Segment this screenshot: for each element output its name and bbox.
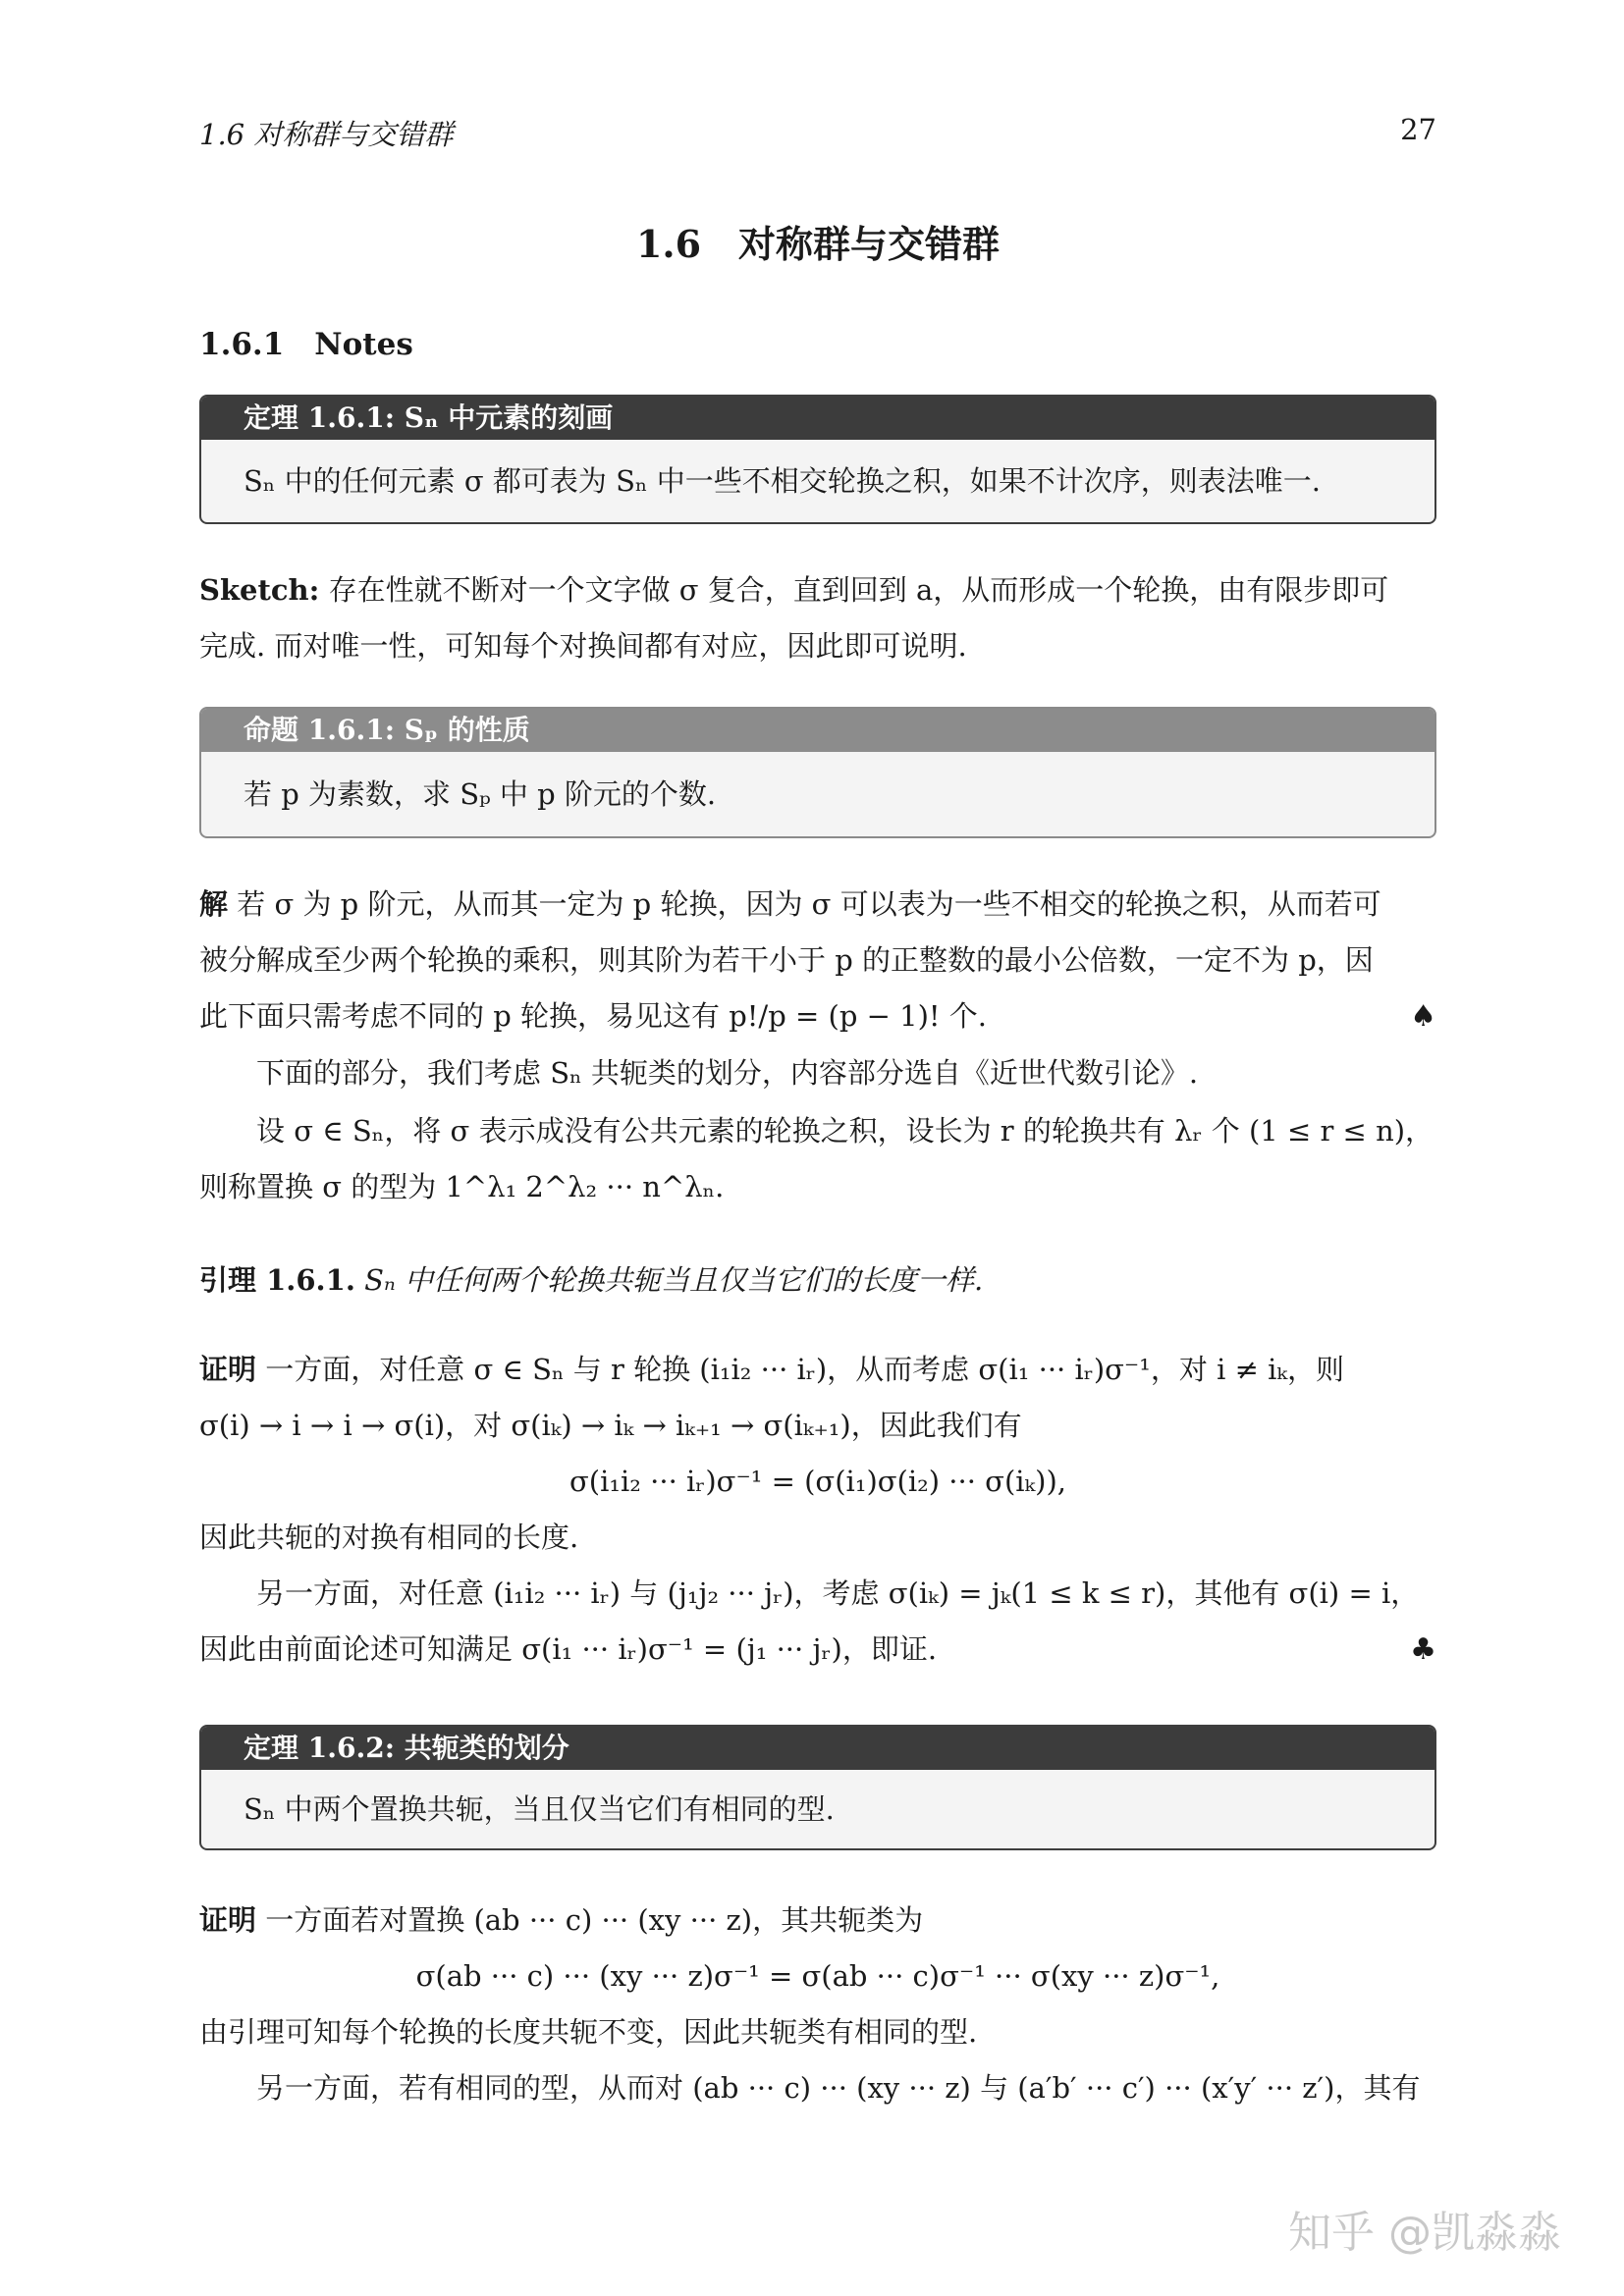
intro-paragraph: 下面的部分，我们考虑 Sₙ 共轭类的划分，内容部分选自《近世代数引论》. — [256, 1056, 1199, 1090]
watermark: 知乎 @凯淼淼 — [1288, 2208, 1561, 2258]
proof-line: 另一方面，对任意 (i₁i₂ ··· iᵣ) 与 (j₁j₂ ··· jᵣ)，考虑 σ(iₖ) = jₖ(1 ≤ k ≤ r)，其他有 σ(i) = i， — [256, 1576, 1420, 1610]
definition-line: 则称置换 σ 的型为 1^λ₁ 2^λ₂ ··· n^λₙ. — [199, 1170, 725, 1203]
lemma-text: Sₙ 中任何两个轮换共轭当且仅当它们的长度一样. — [364, 1263, 984, 1297]
solution-line: 若 σ 为 p 阶元，从而其一定为 p 轮换，因为 σ 可以表为一些不相交的轮换之积，从而若可 — [237, 887, 1381, 921]
theorem-box-1 — [199, 395, 1436, 524]
solution-paragraph — [199, 877, 1436, 1044]
proof-line: 因此共轭的对换有相同的长度. — [199, 1521, 579, 1554]
proof-line: 另一方面，若有相同的型，从而对 (ab ··· c) ··· (xy ··· z) 与 (a′b′ ··· c′) ··· (x′y′ ··· z′)，其有 — [256, 2071, 1421, 2105]
subsection-title: 1.6.1 Notes — [199, 327, 413, 362]
sketch-paragraph — [199, 562, 1436, 674]
theorem-title: 定理 1.6.2: 共轭类的划分 — [201, 1727, 1435, 1770]
lemma — [199, 1253, 1436, 1308]
proof-2 — [199, 1893, 1436, 2116]
proof-line: 一方面若对置换 (ab ··· c) ··· (xy ··· z)，其共轭类为 — [265, 1903, 924, 1937]
theorem-text: Sₙ 中的任何元素 σ 都可表为 Sₙ 中一些不相交轮换之积，如果不计次序，则表法唯一. — [244, 464, 1321, 498]
solution-label: 解 — [199, 887, 229, 921]
end-of-proof-icon: ♣ — [1410, 1632, 1436, 1667]
type-definition-paragraph — [199, 1103, 1436, 1215]
proposition-title: 命题 1.6.1: Sₚ 的性质 — [201, 709, 1435, 752]
theorem-box-2 — [199, 1725, 1436, 1850]
theorem-body — [201, 1770, 1435, 1848]
proof-1 — [199, 1342, 1436, 1678]
lemma-label: 引理 1.6.1. — [199, 1263, 355, 1297]
header-section-title: 1.6 对称群与交错群 — [199, 118, 454, 151]
theorem-title: 定理 1.6.1: Sₙ 中元素的刻画 — [201, 397, 1435, 440]
sketch-line: 存在性就不断对一个文字做 σ 复合，直到回到 a，从而形成一个轮换，由有限步即可 — [328, 573, 1389, 607]
proof-line: 因此由前面论述可知满足 σ(i₁ ··· iᵣ)σ⁻¹ = (j₁ ··· jᵣ)，即证. — [199, 1632, 938, 1666]
sketch-label: Sketch: — [199, 573, 320, 607]
theorem-text: Sₙ 中两个置换共轭，当且仅当它们有相同的型. — [244, 1792, 835, 1826]
proof-line: 由引理可知每个轮换的长度共轭不变，因此共轭类有相同的型. — [199, 2015, 978, 2049]
proposition-body — [201, 752, 1435, 836]
proof-label: 证明 — [199, 1903, 257, 1937]
proof-line: 一方面，对任意 σ ∈ Sₙ 与 r 轮换 (i₁i₂ ··· iᵣ)，从而考虑 σ(i₁ ··· iᵣ)σ⁻¹，对 i ≠ iₖ，则 — [265, 1353, 1344, 1386]
solution-line: 被分解成至少两个轮换的乘积，则其阶为若干小于 p 的正整数的最小公倍数，一定不为 p，因 — [199, 943, 1374, 977]
display-formula: σ(i₁i₂ ··· iᵣ)σ⁻¹ = (σ(i₁)σ(i₂) ··· σ(iₖ)), — [569, 1465, 1066, 1498]
proof-label: 证明 — [199, 1353, 257, 1386]
definition-line: 设 σ ∈ Sₙ，将 σ 表示成没有公共元素的轮换之积，设长为 r 的轮换共有 λᵣ 个 (1 ≤ r ≤ n)， — [256, 1114, 1435, 1148]
end-of-solution-icon: ♠ — [1410, 999, 1436, 1034]
solution-line: 此下面只需考虑不同的 p 轮换，易见这有 p!/p = (p − 1)! 个. — [199, 999, 987, 1033]
section-title: 1.6 对称群与交错群 — [635, 222, 1001, 266]
proof-line: σ(i) → i → i → σ(i)，对 σ(iₖ) → iₖ → iₖ₊₁ → σ(iₖ₊₁)，因此我们有 — [199, 1409, 1022, 1442]
theorem-body — [201, 440, 1435, 522]
sketch-line: 完成. 而对唯一性，可知每个对换间都有对应，因此即可说明. — [199, 629, 967, 663]
display-formula: σ(ab ··· c) ··· (xy ··· z)σ⁻¹ = σ(ab ··· c)σ⁻¹ ··· σ(xy ··· z)σ⁻¹, — [415, 1959, 1220, 1993]
proposition-box — [199, 707, 1436, 838]
proposition-text: 若 p 为素数，求 Sₚ 中 p 阶元的个数. — [244, 777, 717, 811]
page-number: 27 — [1400, 113, 1436, 146]
